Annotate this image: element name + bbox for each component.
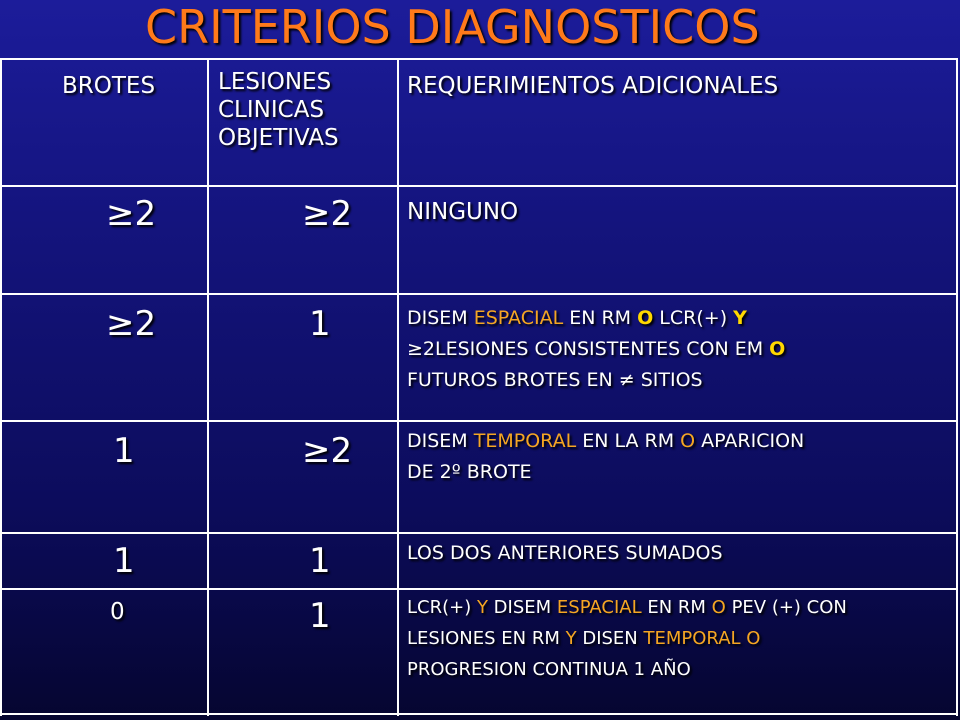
row-divider bbox=[0, 420, 958, 422]
row-1-brotes: ≥2 bbox=[106, 194, 157, 234]
header-lesiones-line: OBJETIVAS bbox=[218, 125, 339, 151]
column-divider bbox=[207, 58, 209, 716]
header-brotes: BROTES bbox=[62, 73, 156, 99]
column-divider bbox=[397, 58, 399, 716]
row-4-requerimientos: LOS DOS ANTERIORES SUMADOS bbox=[407, 542, 723, 564]
row-3-requerimientos: DISEM TEMPORAL EN LA RM O APARICION DE 2º BROTE bbox=[407, 430, 805, 483]
row-1-lesiones: ≥2 bbox=[302, 194, 353, 234]
row-3-lesiones: ≥2 bbox=[302, 431, 353, 471]
header-lesiones-line: LESIONES bbox=[218, 69, 332, 95]
row-1-requerimientos: NINGUNO bbox=[407, 199, 519, 225]
row-5-lesiones: 1 bbox=[309, 596, 331, 636]
row-divider bbox=[0, 588, 958, 590]
row-4-lesiones: 1 bbox=[309, 541, 331, 581]
row-divider bbox=[0, 532, 958, 534]
row-divider bbox=[0, 185, 958, 187]
row-2-requerimientos: DISEM ESPACIAL EN RM O LCR(+) Y ≥2LESIONES CONSISTENTES CON EM O FUTUROS BROTES EN ≠ SITIOS bbox=[407, 307, 786, 391]
header-requerimientos: REQUERIMIENTOS ADICIONALES bbox=[407, 73, 779, 99]
column-divider bbox=[956, 58, 958, 716]
criteria-table bbox=[0, 58, 960, 716]
row-5-brotes: 0 bbox=[110, 599, 125, 625]
column-divider bbox=[0, 58, 2, 716]
header-lesiones-line: CLINICAS bbox=[218, 97, 325, 123]
slide-title: CRITERIOS DIAGNOSTICOS bbox=[145, 0, 760, 54]
row-2-brotes: ≥2 bbox=[106, 304, 157, 344]
row-5-requerimientos: LCR(+) Y DISEM ESPACIAL EN RM O PEV (+) CON LESIONES EN RM Y DISEN TEMPORAL O PROGRESION CONTINUA 1 AÑO bbox=[407, 597, 847, 680]
row-3-brotes: 1 bbox=[113, 431, 135, 471]
table-border-top bbox=[0, 58, 958, 60]
table-border-bottom bbox=[0, 713, 958, 715]
header-lesiones bbox=[218, 68, 339, 152]
row-2-lesiones: 1 bbox=[309, 304, 331, 344]
row-4-brotes: 1 bbox=[113, 541, 135, 581]
row-divider bbox=[0, 293, 958, 295]
